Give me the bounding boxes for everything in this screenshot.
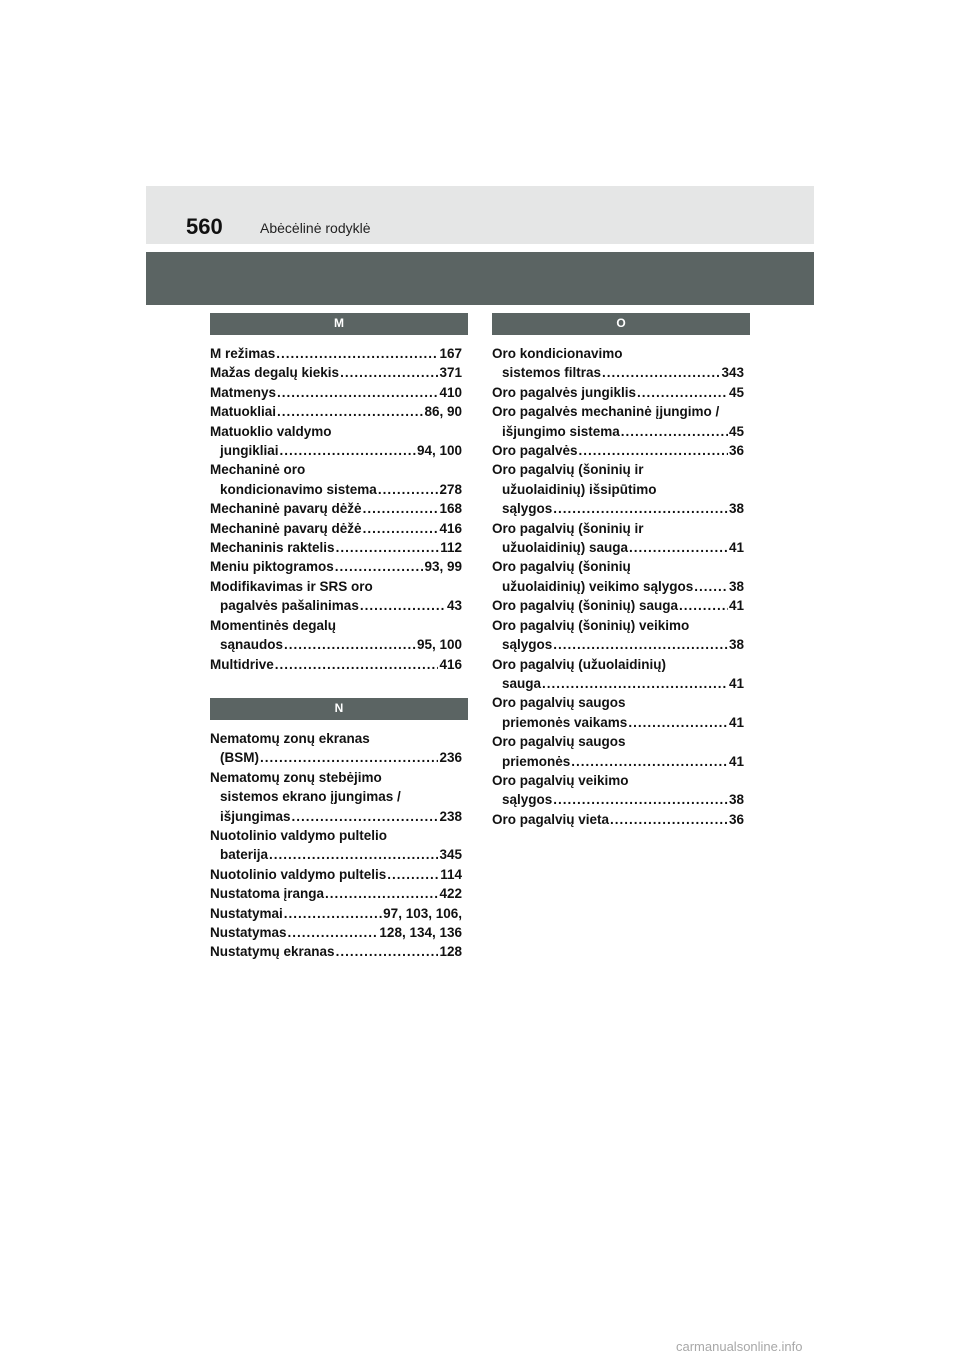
index-entry-row [492, 674, 744, 693]
index-entry [210, 616, 462, 655]
index-entry [492, 616, 744, 655]
index-entry [210, 344, 462, 363]
leader-dots [276, 344, 438, 363]
index-entry-page: 86, 90 [424, 404, 462, 420]
index-entry [492, 596, 744, 615]
index-entry-row [210, 344, 462, 363]
index-entry-page: 114 [440, 866, 462, 882]
leader-dots [679, 596, 728, 615]
index-entry-page: 36 [728, 443, 744, 459]
index-entry [210, 402, 462, 421]
index-entry-page: 41 [728, 675, 744, 691]
index-entry [210, 460, 462, 499]
index-entry-page: 128, 134, 136 [379, 924, 462, 940]
index-entry-row [210, 402, 462, 421]
index-entry [210, 519, 462, 538]
index-entry [210, 363, 462, 382]
index-entry-line: užuolaidinių) išsipūtimo [502, 481, 657, 497]
index-entry [210, 383, 462, 402]
leader-dots [284, 635, 416, 654]
index-entry-line: Oro pagalvių (šoninių ir [492, 462, 644, 478]
index-entry-row [210, 441, 462, 460]
leader-dots [363, 499, 439, 518]
index-entry-term: užuolaidinių) veikimo sąlygos [502, 578, 694, 594]
index-entry-row [210, 383, 462, 402]
index-entry-term: išjungimas [220, 808, 291, 824]
index-entry-term: Multidrive [210, 656, 274, 672]
index-entry-row [210, 519, 462, 538]
index-entry-term: M režimas [210, 346, 276, 361]
index-entry-row [492, 577, 744, 596]
leader-dots [325, 884, 438, 903]
index-entry-page: 238 [439, 808, 462, 824]
leader-dots [336, 538, 440, 557]
index-entry-row [492, 810, 744, 829]
index-entry-term: Oro pagalvės jungiklis [492, 384, 637, 400]
index-entry-term: priemonės [502, 753, 571, 769]
index-entry [210, 422, 462, 461]
index-entry-line: Momentinės degalų [210, 617, 337, 633]
index-entry-page: 41 [728, 753, 744, 769]
index-entry-row [210, 499, 462, 518]
index-entry-page: 93, 99 [424, 559, 462, 575]
index-entry-term: Mažas degalų kiekis [210, 365, 340, 381]
index-entry [492, 441, 744, 460]
watermark: carmanualsonline.info [676, 1339, 803, 1354]
index-entry-line: Oro pagalvių (šoninių [492, 559, 631, 575]
index-entry-row [492, 363, 744, 382]
index-entry [492, 771, 744, 810]
index-entry-term: sąlygos [502, 637, 553, 653]
title-band [146, 252, 814, 305]
header-band [146, 186, 814, 244]
index-entry [492, 460, 744, 518]
index-entry-line: Nematomų zonų ekranas [210, 730, 370, 746]
index-entry [210, 655, 462, 674]
leader-dots [275, 655, 439, 674]
index-entry-row [210, 557, 462, 576]
leader-dots [292, 807, 439, 826]
index-entry-row [210, 635, 462, 654]
letter-header: N [210, 698, 468, 720]
index-entry-page: 416 [439, 656, 462, 672]
index-entry-line: Oro pagalvių (užuolaidinių) [492, 656, 666, 672]
index-entry-term: Matmenys [210, 384, 277, 400]
leader-dots [610, 810, 728, 829]
leader-dots [277, 383, 438, 402]
leader-dots [553, 499, 728, 518]
index-entry-line: Oro kondicionavimo [492, 346, 623, 361]
index-entry-row [210, 538, 462, 557]
index-entry-line: Oro pagalvių saugos [492, 734, 626, 750]
index-entry-row [492, 596, 744, 615]
index-entry [210, 729, 462, 768]
index-entry [210, 826, 462, 865]
index-entry-term: Oro pagalvių vieta [492, 811, 610, 827]
index-entry-row [210, 942, 462, 961]
leader-dots [280, 441, 416, 460]
index-entry-term: Mechaninis raktelis [210, 540, 335, 556]
index-entry-term: Nuotolinio valdymo pultelis [210, 866, 387, 882]
index-entry-page: 41 [728, 714, 744, 730]
index-entry [492, 344, 744, 383]
index-entry-row [210, 904, 462, 923]
leader-dots [628, 713, 728, 732]
index-entry-term: pagalvės pašalinimas [220, 598, 359, 614]
index-entry-term: Mechaninė pavarų dėžė [210, 520, 362, 536]
leader-dots [553, 790, 728, 809]
index-entry-page: 410 [439, 384, 462, 400]
index-entry [492, 732, 744, 771]
index-entry [210, 865, 462, 884]
index-entry-term: sąlygos [502, 792, 553, 808]
leader-dots [621, 422, 728, 441]
index-entry-page: 43 [446, 598, 462, 614]
index-entry-page: 128 [439, 944, 462, 960]
leader-dots [335, 557, 424, 576]
index-entry-page: 97, 103, 106, [383, 905, 462, 921]
index-entry-term: sąnaudos [220, 637, 284, 653]
index-entry-line: Nuotolinio valdymo pultelio [210, 827, 387, 843]
index-entry-term: jungikliai [220, 443, 279, 459]
leader-dots [378, 480, 439, 499]
page-number: 560 [186, 214, 223, 239]
leader-dots [363, 519, 439, 538]
index-entry-page: 94, 100 [416, 443, 462, 459]
index-entry-term: sistemos filtras [502, 365, 602, 381]
leader-dots [288, 923, 379, 942]
leader-dots [602, 363, 720, 382]
index-entry-line: Oro pagalvės mechaninė įjungimo / [492, 404, 720, 420]
index-entry-page: 45 [728, 384, 744, 400]
index-entry [210, 499, 462, 518]
index-list [492, 344, 744, 829]
section-title: Abėcėlinė rodyklė [260, 220, 371, 236]
index-entry-row [210, 363, 462, 382]
leader-dots [553, 635, 728, 654]
index-entry-page: 278 [439, 481, 462, 497]
index-entry [210, 884, 462, 903]
leader-dots [542, 674, 728, 693]
index-entry-page: 422 [439, 886, 462, 902]
index-entry-row [492, 790, 744, 809]
index-entry-page: 38 [728, 578, 744, 594]
index-entry-page: 343 [721, 365, 744, 381]
index-entry-row [210, 748, 462, 767]
index-entry-page: 41 [728, 540, 744, 556]
index-entry-line: Mechaninė oro [210, 462, 306, 478]
index-entry-page: 167 [439, 346, 462, 361]
index-entry-page: 345 [439, 847, 462, 863]
leader-dots [277, 402, 423, 421]
index-entry [492, 655, 744, 694]
index-entry-page: 45 [728, 423, 744, 439]
leader-dots [260, 748, 438, 767]
index-entry-page: 38 [728, 637, 744, 653]
index-entry-page: 168 [439, 501, 462, 517]
index-entry-line: Oro pagalvių (šoninių ir [492, 520, 644, 536]
index-entry-row [210, 480, 462, 499]
index-entry-row [492, 441, 744, 460]
index-entry-line: Oro pagalvių veikimo [492, 772, 629, 788]
index-column-left [210, 313, 468, 962]
index-entry-row [492, 383, 744, 402]
index-entry-row [210, 596, 462, 615]
index-entry-term: Nustatymai [210, 905, 283, 921]
index-entry-row [210, 865, 462, 884]
letter-header: O [492, 313, 750, 335]
index-entry [210, 768, 462, 826]
leader-dots [336, 942, 439, 961]
leader-dots [387, 865, 439, 884]
index-entry [492, 519, 744, 558]
letter-header: M [210, 313, 468, 335]
leader-dots [694, 577, 728, 596]
leader-dots [340, 363, 438, 382]
index-entry-term: priemonės vaikams [502, 714, 628, 730]
index-entry-page: 371 [439, 365, 462, 381]
index-entry-page: 95, 100 [416, 637, 462, 653]
index-entry-term: Meniu piktogramos [210, 559, 334, 575]
index-entry-term: Oro pagalvės [492, 443, 578, 459]
index-entry-page: 41 [728, 598, 744, 614]
leader-dots [571, 752, 728, 771]
index-entry-row [492, 422, 744, 441]
index-entry-term: Oro pagalvių (šoninių) sauga [492, 598, 679, 614]
index-entry [210, 923, 462, 942]
index-entry-line: Modifikavimas ir SRS oro [210, 578, 373, 594]
index-entry-term: kondicionavimo sistema [220, 481, 377, 497]
index-entry-page: 416 [439, 520, 462, 536]
index-entry [492, 383, 744, 402]
leader-dots [269, 845, 438, 864]
index-entry-line: Oro pagalvių saugos [492, 695, 626, 711]
index-entry-page: 112 [440, 540, 462, 556]
index-entry [210, 942, 462, 961]
index-entry [210, 577, 462, 616]
index-entry-line: Matuoklio valdymo [210, 423, 332, 439]
index-entry [210, 904, 462, 923]
index-entry-term: sąlygos [502, 501, 553, 517]
leader-dots [579, 441, 728, 460]
index-entry-row [210, 845, 462, 864]
index-entry-term: Nustatymas [210, 924, 287, 940]
index-list [210, 729, 462, 962]
index-list [210, 344, 462, 674]
leader-dots [360, 596, 446, 615]
index-entry-term: Matuokliai [210, 404, 277, 420]
leader-dots [629, 538, 728, 557]
index-entry-line: Oro pagalvių (šoninių) veikimo [492, 617, 690, 633]
index-entry-row [492, 713, 744, 732]
index-entry-term: Nustatymų ekranas [210, 944, 335, 960]
index-entry-row [492, 635, 744, 654]
index-entry-row [210, 884, 462, 903]
index-entry [492, 557, 744, 596]
index-entry [210, 557, 462, 576]
index-entry-page: 38 [728, 792, 744, 808]
index-entry-term: Nustatoma įranga [210, 886, 325, 902]
index-entry-term: sauga [502, 675, 542, 691]
index-entry [492, 402, 744, 441]
index-entry-term: (BSM) [220, 750, 259, 766]
index-entry-line: sistemos ekrano įjungimas / [220, 789, 401, 805]
index-entry-row [210, 923, 462, 942]
index-column-right [492, 313, 750, 829]
index-entry-term: išjungimo sistema [502, 423, 620, 439]
index-entry-term: Mechaninė pavarų dėžė [210, 501, 362, 517]
index-entry-row [492, 752, 744, 771]
index-entry-row [492, 538, 744, 557]
index-entry-row [210, 807, 462, 826]
leader-dots [284, 904, 382, 923]
index-entry [492, 693, 744, 732]
index-entry-page: 38 [728, 501, 744, 517]
index-entry-row [492, 499, 744, 518]
index-entry [492, 810, 744, 829]
index-entry-row [210, 655, 462, 674]
index-entry [210, 538, 462, 557]
index-entry-term: užuolaidinių) sauga [502, 540, 629, 556]
index-entry-page: 236 [439, 750, 462, 766]
index-entry-term: baterija [220, 847, 269, 863]
leader-dots [637, 383, 728, 402]
index-entry-line: Nematomų zonų stebėjimo [210, 769, 382, 785]
index-entry-page: 36 [728, 811, 744, 827]
